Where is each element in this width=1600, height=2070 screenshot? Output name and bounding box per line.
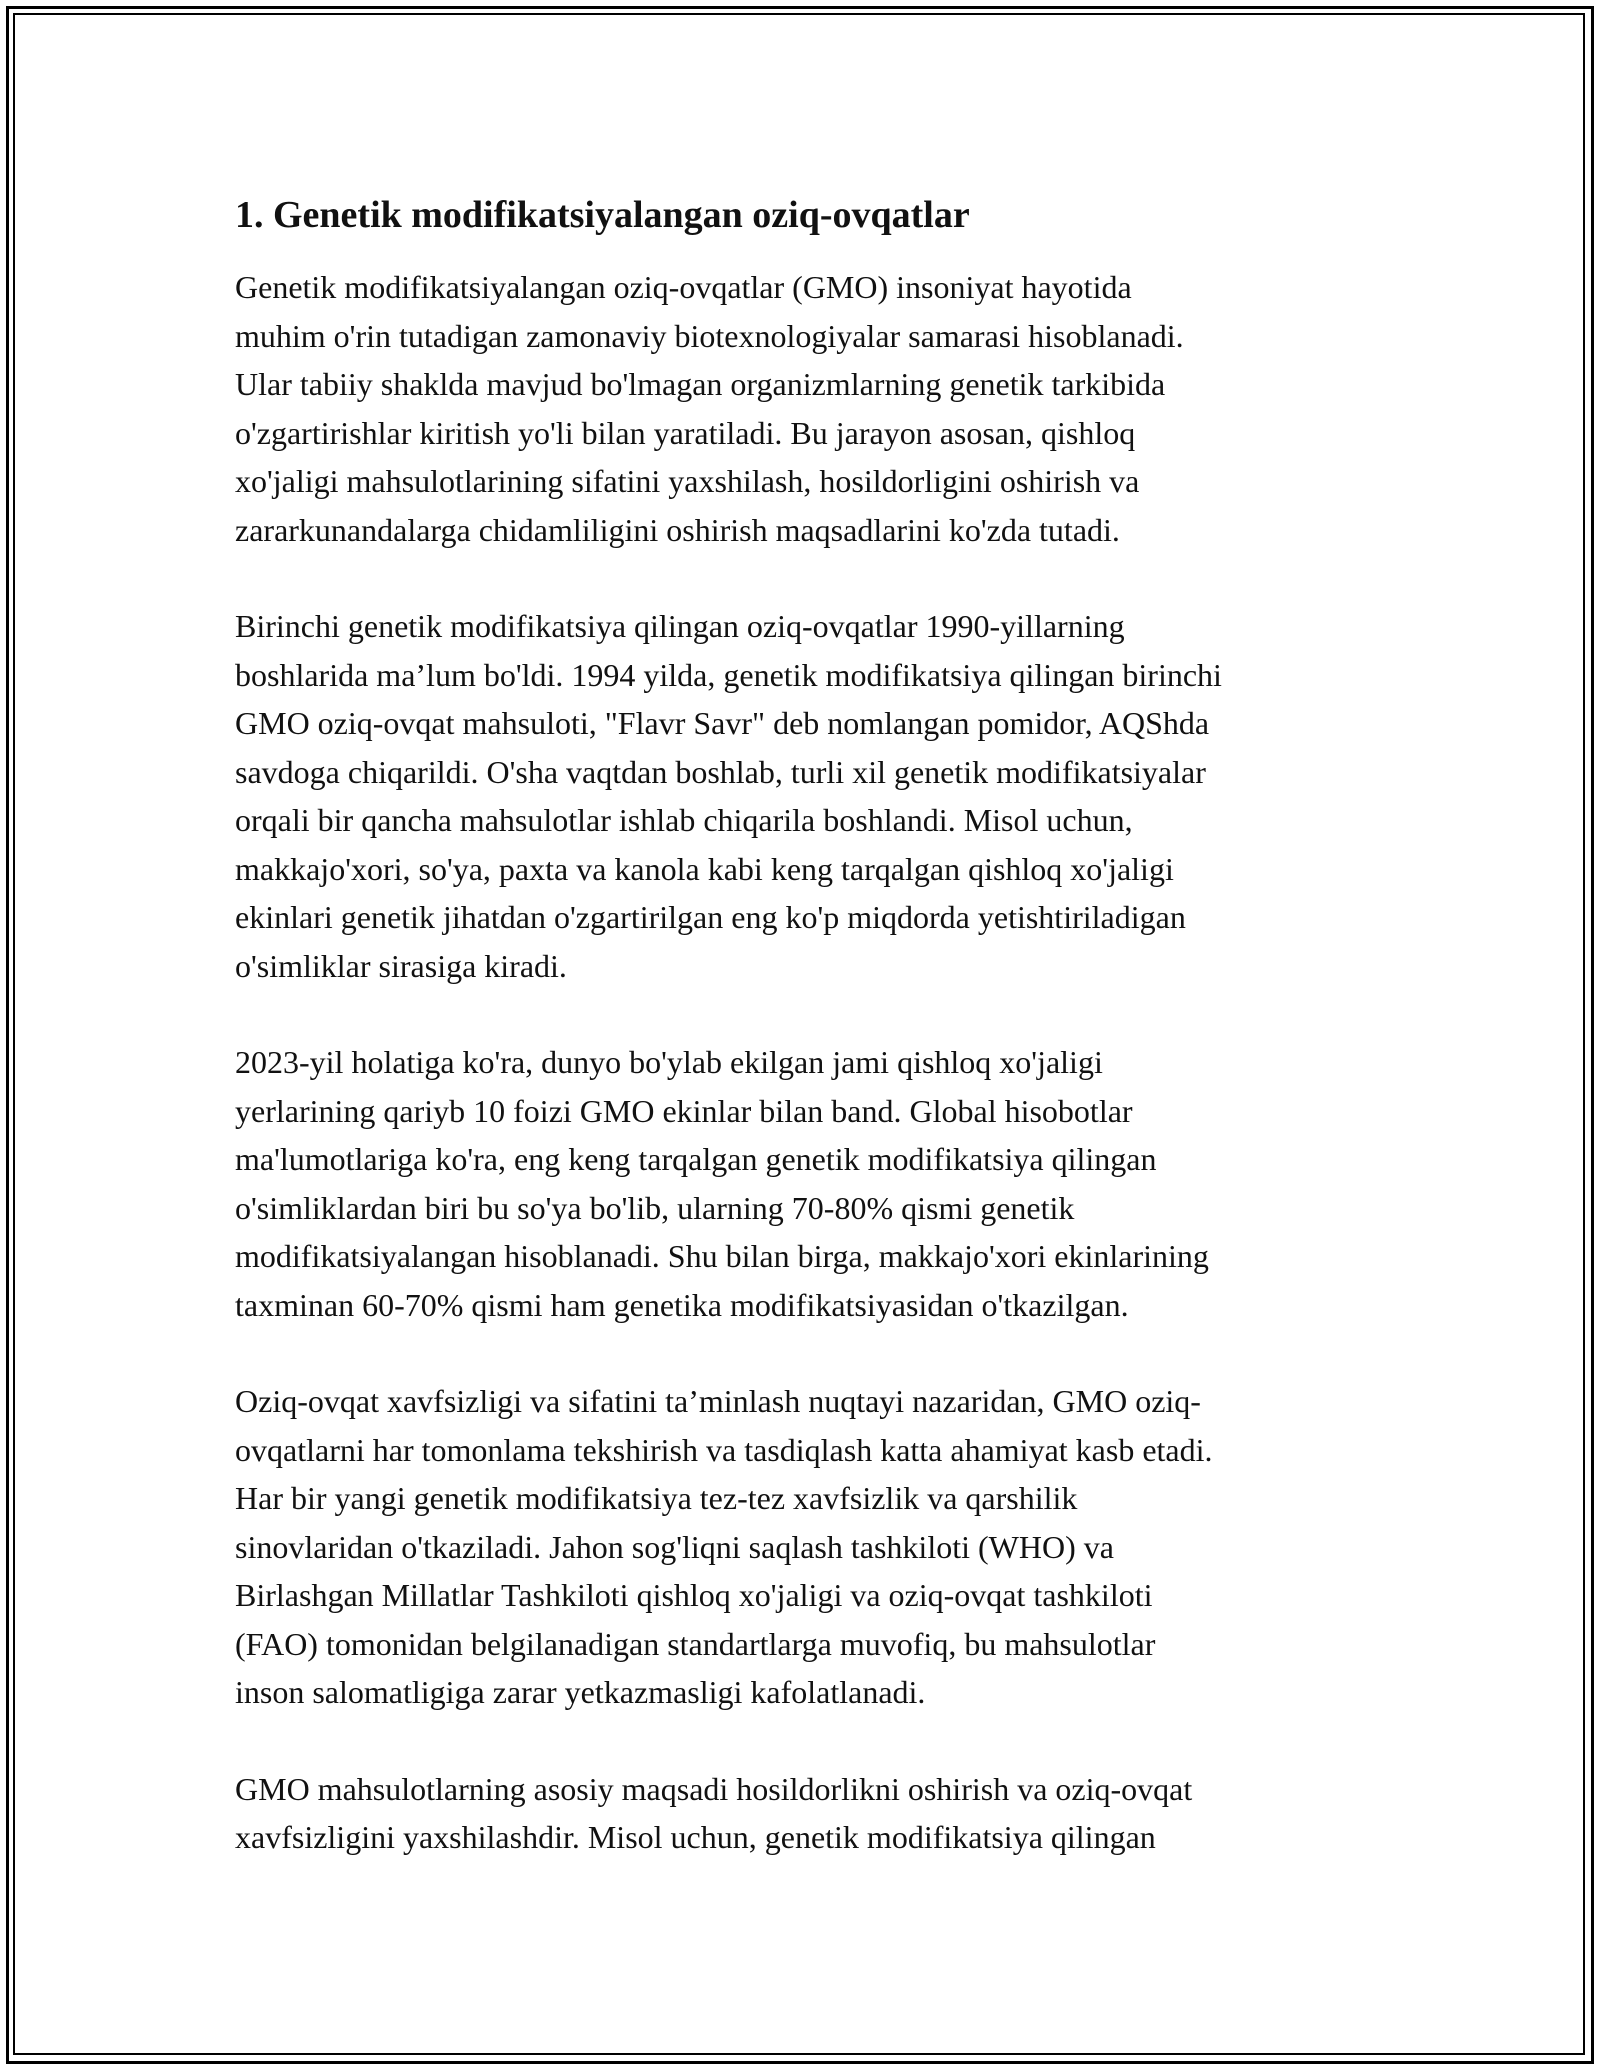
section-title: 1. Genetik modifikatsiyalangan oziq-ovqatlar (235, 194, 970, 236)
text-line: Oziq-ovqat xavfsizligi va sifatini ta’minlash nuqtayi nazaridan, GMO oziq- (235, 1383, 1201, 1419)
text-line: Har bir yangi genetik modifikatsiya tez-tez xavfsizlik va qarshilik (235, 1480, 1078, 1516)
text-line: zararkunandalarga chidamliligini oshirish maqsadlarini ko'zda tutadi. (235, 511, 1120, 548)
paragraph-safety (235, 1377, 1370, 1717)
text-line: Genetik modifikatsiyalangan oziq-ovqatlar (GMO) insoniyat hayotida (235, 269, 1132, 305)
text-line: orqali bir qancha mahsulotlar ishlab chiqarila boshlandi. Misol uchun, (235, 802, 1133, 838)
text-line: ekinlari genetik jihatdan o'zgartirilgan eng ko'p miqdorda yetishtiriladigan (235, 899, 1186, 935)
text-line: xo'jaligi mahsulotlarining sifatini yaxshilash, hosildorligini oshirish va (235, 463, 1140, 499)
text-line: boshlarida ma’lum bo'ldi. 1994 yilda, genetik modifikatsiya qilingan birinchi (235, 656, 1222, 693)
text-line: makkajo'xori, so'ya, paxta va kanola kabi keng tarqalgan qishloq xo'jaligi (235, 850, 1174, 887)
paragraph-purpose (235, 1765, 1370, 1862)
text-line: yerlarining qariyb 10 foizi GMO ekinlar bilan band. Global hisobotlar (235, 1092, 1133, 1129)
text-line: (FAO) tomonidan belgilanadigan standartlarga muvofiq, bu mahsulotlar (235, 1625, 1156, 1662)
paragraph-intro (235, 263, 1370, 554)
text-line: Birinchi genetik modifikatsiya qilingan oziq-ovqatlar 1990-yillarning (235, 608, 1125, 644)
text-line: o'simliklar sirasiga kiradi. (235, 947, 567, 984)
paragraph-history (235, 602, 1370, 990)
text-line: taxminan 60-70% qismi ham genetika modifikatsiyasidan o'tkazilgan. (235, 1286, 1129, 1323)
text-line: savdoga chiqarildi. O'sha vaqtdan boshlab, turli xil genetik modifikatsiyalar (235, 753, 1206, 790)
text-line: modifikatsiyalangan hisoblanadi. Shu bilan birga, makkajo'xori ekinlarining (235, 1238, 1209, 1274)
document-body (235, 185, 1370, 1910)
text-line: muhim o'rin tutadigan zamonaviy biotexnologiyalar samarasi hisoblanadi. (235, 317, 1184, 354)
text-line: Birlashgan Millatlar Tashkiloti qishloq xo'jaligi va oziq-ovqat tashkiloti (235, 1577, 1153, 1613)
text-line: ma'lumotlariga ko'ra, eng keng tarqalgan genetik modifikatsiya qilingan (235, 1141, 1157, 1177)
text-line: Ular tabiiy shaklda mavjud bo'lmagan organizmlarning genetik tarkibida (235, 366, 1166, 402)
text-line: GMO mahsulotlarning asosiy maqsadi hosildorlikni oshirish va oziq-ovqat (235, 1770, 1193, 1807)
text-line: GMO oziq-ovqat mahsuloti, "Flavr Savr" deb nomlangan pomidor, AQShda (235, 705, 1210, 741)
text-line: xavfsizligini yaxshilashdir. Misol uchun, genetik modifikatsiya qilingan (235, 1819, 1156, 1855)
text-line: 2023-yil holatiga ko'ra, dunyo bo'ylab ekilgan jami qishloq xo'jaligi (235, 1044, 1103, 1080)
text-line: o'zgartirishlar kiritish yo'li bilan yaratiladi. Bu jarayon asosan, qishloq (235, 414, 1136, 451)
text-line: o'simliklardan biri bu so'ya bo'lib, ularning 70-80% qismi genetik (235, 1189, 1075, 1226)
text-line: ovqatlarni har tomonlama tekshirish va tasdiqlash katta ahamiyat kasb etadi. (235, 1431, 1213, 1468)
text-line: sinovlaridan o'tkaziladi. Jahon sog'liqni saqlash tashkiloti (WHO) va (235, 1528, 1114, 1565)
paragraph-statistics (235, 1038, 1370, 1329)
text-line: inson salomatligiga zarar yetkazmasligi kafolatlanadi. (235, 1674, 926, 1710)
